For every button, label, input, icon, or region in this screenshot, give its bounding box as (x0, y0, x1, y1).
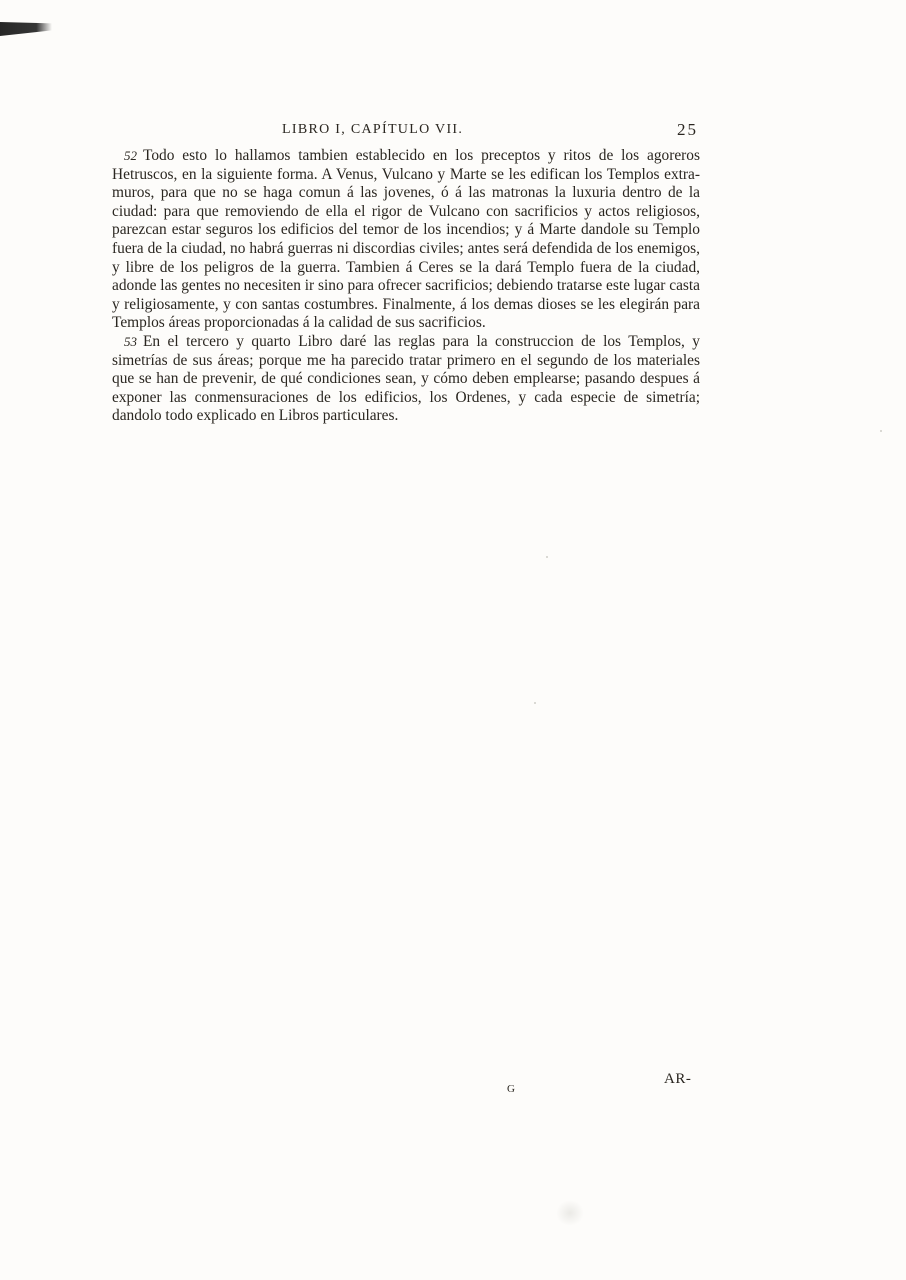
paper-speck (534, 702, 536, 704)
running-title: LIBRO I, CAPÍTULO VII. (282, 122, 464, 137)
paper-speck (880, 430, 882, 432)
paragraph-52 (112, 147, 700, 333)
page-number: 25 (677, 120, 698, 139)
paragraph-text: En el tercero y quarto Libro daré las reglas para la construccion de los Templos, y simetrías de sus áreas; porque me ha parecido tratar primero en el segundo de los materiales que se han de prevenir, de qué condiciones sean, y cómo deben emplearse; pasando despues á exponer las conmensuraciones de los edificios, los Ordenes, y cada especie de simetría; dandolo todo explicado en Libros particulares. (112, 332, 700, 425)
paper-speck (432, 226, 434, 228)
scan-edge-mark (0, 22, 52, 36)
catchword: AR- (664, 1071, 692, 1087)
page-header (282, 122, 702, 144)
paragraph-text: Todo esto lo hallamos tambien establecido en los preceptos y ritos de los agoreros Hetruscos, en la siguiente forma. A Venus, Vulcano y Marte se les edifican los Templos extra-muros, para que no se haga comun á las jovenes, ó á las matronas la luxuria dentro de la ciudad: para que removiendo de ella el rigor de Vulcano con sacrificios y actos religiosos, parezcan estar seguros los edificios del temor de los incendios; y á Marte dandole su Templo fuera de la ciudad, no habrá guerras ni discordias civiles; antes será defendida de los enemigos, y libre de los peligros de la guerra. Tambien á Ceres se la dará Templo fuera de la ciudad, adonde las gentes no necesiten ir sino para ofrecer sacrificios; debiendo tratarse este lugar casta y religiosamente, y con santas costumbres. Finalmente, á los demas dioses se les elegirán para Templos áreas proporcionadas á la calidad de sus sacrificios. (112, 147, 701, 332)
body-text (112, 147, 700, 426)
paper-speck (546, 556, 548, 558)
printer-signature-mark: G (507, 1083, 515, 1095)
paragraph-number: 53 (124, 333, 137, 349)
paragraph-53 (112, 333, 700, 426)
paper-smudge (556, 1200, 584, 1226)
paragraph-number: 52 (124, 148, 137, 163)
